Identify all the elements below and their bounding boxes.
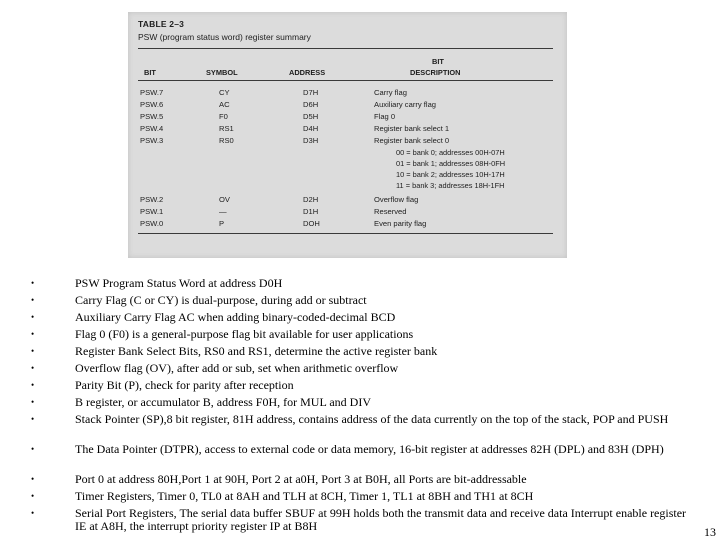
bullet-marker: • [31,278,35,288]
row-symbol: CY [219,88,230,97]
row-description: Reserved [374,207,407,216]
row-address: D3H [303,136,319,145]
list-item-text: Overflow flag (OV), after add or sub, set when arithmetic overflow [75,361,399,375]
row-address: D5H [303,112,319,121]
bullet-marker: • [31,414,35,424]
bullet-marker: • [31,312,35,322]
table-bottom-rule [138,233,553,234]
header-address: ADDRESS [289,68,326,77]
row-symbol: P [219,219,225,228]
row-bit: PSW.1 [140,207,164,216]
table-top-rule [138,48,553,49]
table-title: TABLE 2–3 [138,19,185,29]
bullet-marker: • [31,380,35,390]
bullet-marker: • [31,346,35,356]
list-item-text: Register Bank Select Bits, RS0 and RS1, determine the active register bank [75,344,438,358]
header-rule [138,80,553,81]
row-symbol: RS0 [219,136,234,145]
bank-line: 00 = bank 0; addresses 00H-07H [396,148,505,157]
row-description: Flag 0 [374,112,396,121]
bullet-marker: • [31,363,35,373]
page-number: 13 [704,525,716,539]
row-bit: PSW.5 [140,112,164,121]
header-desc-line1: BIT [432,57,444,66]
bullet-marker: • [31,444,35,454]
bullet-marker: • [31,508,35,518]
header-desc-line2: DESCRIPTION [410,68,461,77]
row-description: Register bank select 1 [374,124,450,133]
bullet-marker: • [31,295,35,305]
list-item-text: B register, or accumulator B, address F0H, for MUL and DIV [75,395,372,409]
row-address: DOH [303,219,320,228]
header-bit: BIT [144,68,156,77]
row-symbol: OV [219,195,230,204]
list-item-text: Timer Registers, Timer 0, TL0 at 8AH and TLH at 8CH, Timer 1, TL1 at 8BH and TH1 at 8CH [75,489,534,503]
list-item-text: Flag 0 (F0) is a general-purpose flag bit available for user applications [75,327,414,341]
row-description: Carry flag [374,88,407,97]
row-address: D4H [303,124,319,133]
row-address: D7H [303,88,319,97]
list-item-text: Parity Bit (P), check for parity after reception [75,378,294,392]
bullet-marker: • [31,329,35,339]
row-description: Overflow flag [374,195,419,204]
row-bit: PSW.7 [140,88,164,97]
list-item-text: Auxiliary Carry Flag AC when adding binary-coded-decimal BCD [75,310,396,324]
bank-line: 01 = bank 1; addresses 08H-0FH [396,159,506,168]
bullet-marker: • [31,491,35,501]
row-bit: PSW.2 [140,195,164,204]
row-address: D6H [303,100,319,109]
row-description: Even parity flag [374,219,427,228]
row-description: Register bank select 0 [374,136,450,145]
row-bit: PSW.3 [140,136,164,145]
psw-table-scan [128,12,567,258]
list-item-text: Serial Port Registers, The serial data buffer SBUF at 99H holds both the transmit data and receive data Interrupt enable register IE at A8H, the interrupt priority register IP at B8H [75,506,687,533]
row-bit: PSW.4 [140,124,164,133]
row-symbol: RS1 [219,124,234,133]
list-item-text: Carry Flag (C or CY) is dual-purpose, during add or subtract [75,293,367,307]
bullet-marker: • [31,397,35,407]
list-item-text: Port 0 at address 80H,Port 1 at 90H, Port 2 at a0H, Port 3 at B0H, all Ports are bit-addressable [75,472,527,486]
table-subtitle: PSW (program status word) register summary [138,32,311,42]
row-symbol: AC [219,100,230,109]
row-bit: PSW.0 [140,219,164,228]
row-description: Auxiliary carry flag [374,100,437,109]
list-item-text: Stack Pointer (SP),8 bit register, 81H address, contains address of the data currently on the top of the stack, POP and PUSH [75,412,669,426]
row-symbol: F0 [219,112,228,121]
bank-line: 10 = bank 2; addresses 10H-17H [396,170,505,179]
row-address: D1H [303,207,319,216]
bullet-marker: • [31,474,35,484]
bank-line: 11 = bank 3; addresses 18H-1FH [396,181,505,190]
row-address: D2H [303,195,319,204]
row-bit: PSW.6 [140,100,164,109]
list-item-text: PSW Program Status Word at address D0H [75,276,283,290]
list-item-text: The Data Pointer (DTPR), access to external code or data memory, 16-bit register at addresses 82H (DPL) and 83H (DPH) [75,442,664,456]
row-symbol: — [219,207,227,216]
header-symbol: SYMBOL [206,68,238,77]
